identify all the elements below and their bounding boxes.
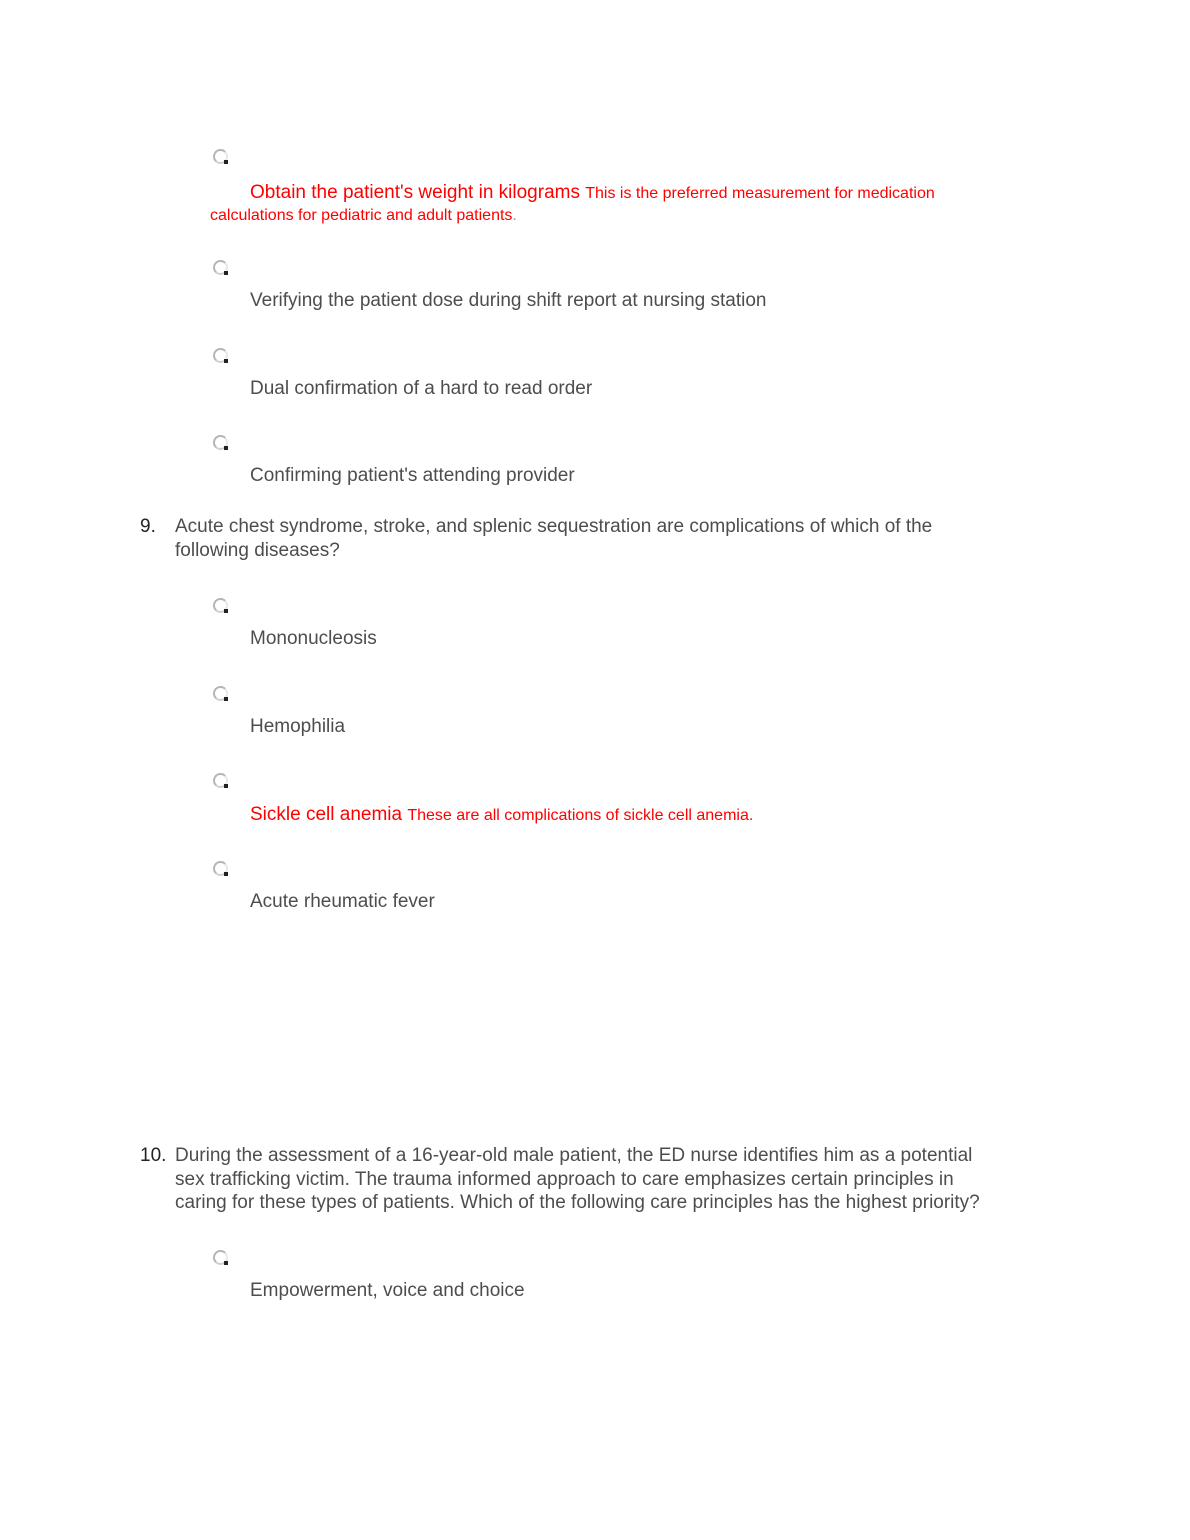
radio-button-icon[interactable] — [212, 347, 229, 364]
answer-option: Mononucleosis — [250, 628, 377, 649]
question-text: sex trafficking victim. The trauma informed approach to care emphasizes certain principles in — [175, 1169, 954, 1190]
radio-button-icon[interactable] — [212, 597, 229, 614]
rationale-text: calculations for pediatric and adult patients. — [210, 207, 517, 224]
question-number: 10. — [140, 1145, 167, 1166]
question-text: following diseases? — [175, 540, 340, 561]
rationale-text: These are all complications of sickle cell anemia. — [407, 807, 754, 824]
radio-button-icon[interactable] — [212, 148, 229, 165]
answer-option-correct — [250, 804, 753, 827]
answer-option: Dual confirmation of a hard to read order — [250, 378, 593, 399]
radio-button-icon[interactable] — [212, 434, 229, 451]
rationale-text: This is the preferred measurement for medication — [585, 185, 935, 202]
answer-option: Empowerment, voice and choice — [250, 1280, 525, 1301]
question-number: 9. — [140, 516, 156, 537]
answer-option: Verifying the patient dose during shift report at nursing station — [250, 290, 767, 311]
question-text: During the assessment of a 16-year-old male patient, the ED nurse identifies him as a potential — [175, 1145, 973, 1166]
option-text: Obtain the patient's weight in kilograms — [250, 182, 580, 203]
question-text: caring for these types of patients. Which of the following care principles has the highest priority? — [175, 1192, 980, 1213]
radio-button-icon[interactable] — [212, 685, 229, 702]
question-text: Acute chest syndrome, stroke, and splenic sequestration are complications of which of the — [175, 516, 933, 537]
answer-option-correct — [250, 182, 935, 205]
answer-option: Acute rheumatic fever — [250, 891, 435, 912]
answer-option: Confirming patient's attending provider — [250, 465, 575, 486]
radio-button-icon[interactable] — [212, 1249, 229, 1266]
radio-button-icon[interactable] — [212, 259, 229, 276]
rationale-line: calculations for pediatric and adult patients — [210, 207, 513, 224]
radio-button-icon[interactable] — [212, 860, 229, 877]
option-text: Sickle cell anemia — [250, 804, 403, 825]
radio-button-icon[interactable] — [212, 772, 229, 789]
answer-option: Hemophilia — [250, 716, 346, 737]
